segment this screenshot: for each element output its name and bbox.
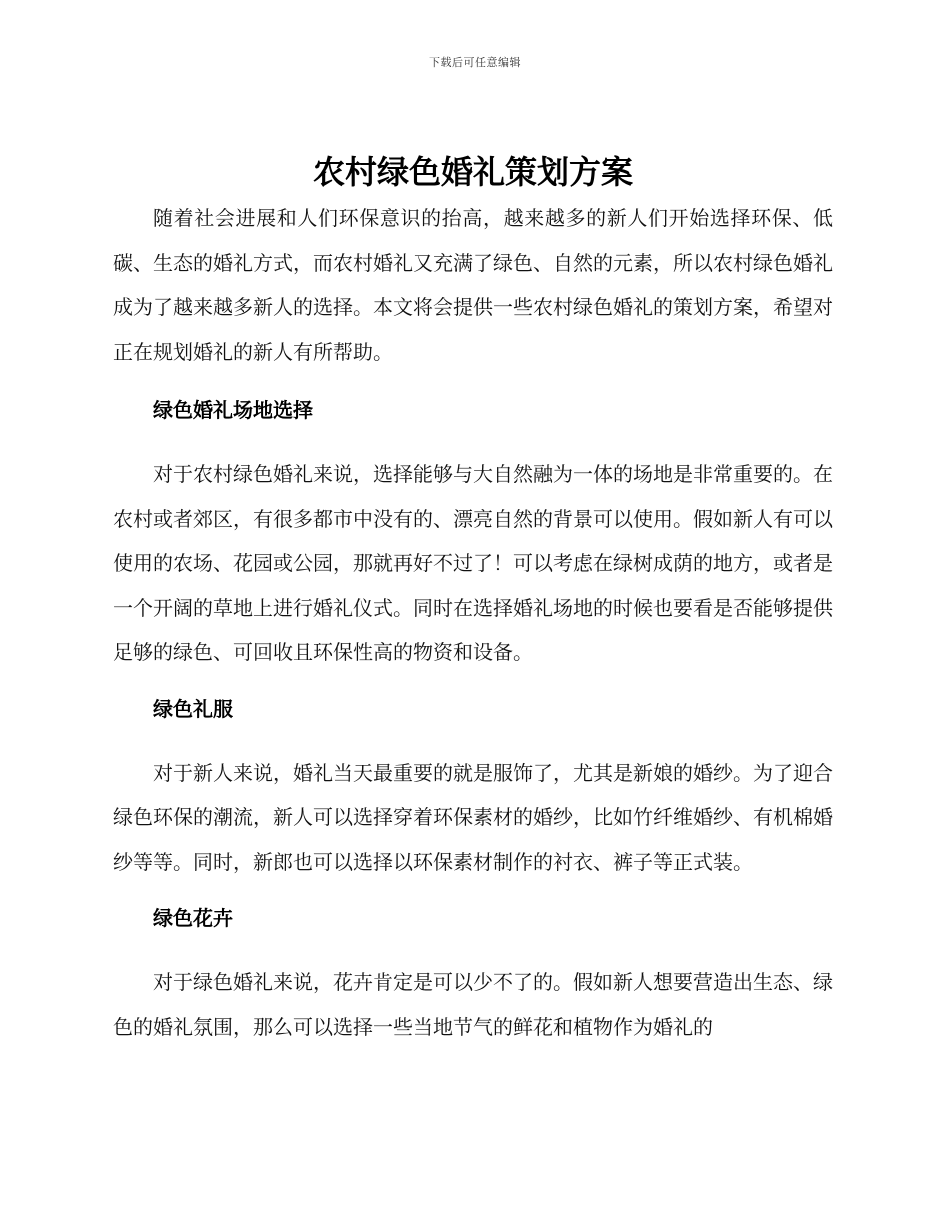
section-heading-attire: 绿色礼服 — [153, 696, 233, 721]
section-heading-flowers: 绿色花卉 — [153, 906, 233, 930]
document-body — [113, 148, 833, 1049]
section-paragraph-venue: 对于农村绿色婚礼来说，选择能够与大自然融为一体的场地是非常重要的。在农村或者郊区，有很多都市中没有的、漂亮自然的背景可以使用。假如新人有可以使用的农场、花园或公园，那就再好不过了！可以考虑在绿树成荫的地方，或者是一个开阔的草地上进行婚礼仪式。同时在选择婚礼场地的时候也要看是否能够提供足够的绿色、可回收且环保性高的物资和设备。 — [113, 462, 833, 664]
document-title: 农村绿色婚礼策划方案 — [312, 153, 633, 191]
section-paragraph-attire: 对于新人来说，婚礼当天最重要的就是服饰了，尤其是新娘的婚纱。为了迎合绿色环保的潮流，新人可以选择穿着环保素材的婚纱，比如竹纤维婚纱、有机棉婚纱等等。同时，新郎也可以选择以环保素材制作的衬衣、裤子等正式装。 — [113, 760, 833, 874]
section-heading-venue: 绿色婚礼场地选择 — [153, 398, 313, 422]
header-note: 下载后可任意编辑 — [429, 56, 521, 69]
intro-paragraph: 随着社会进展和人们环保意识的抬高，越来越多的新人们开始选择环保、低碳、生态的婚礼方式，而农村婚礼又充满了绿色、自然的元素，所以农村绿色婚礼成为了越来越多新人的选择。本文将会提供一些农村绿色婚礼的策划方案，希望对正在规划婚礼的新人有所帮助。 — [113, 206, 833, 364]
section-paragraph-flowers: 对于绿色婚礼来说，花卉肯定是可以少不了的。假如新人想要营造出生态、绿色的婚礼氛围，那么可以选择一些当地节气的鲜花和植物作为婚礼的 — [113, 970, 833, 1039]
